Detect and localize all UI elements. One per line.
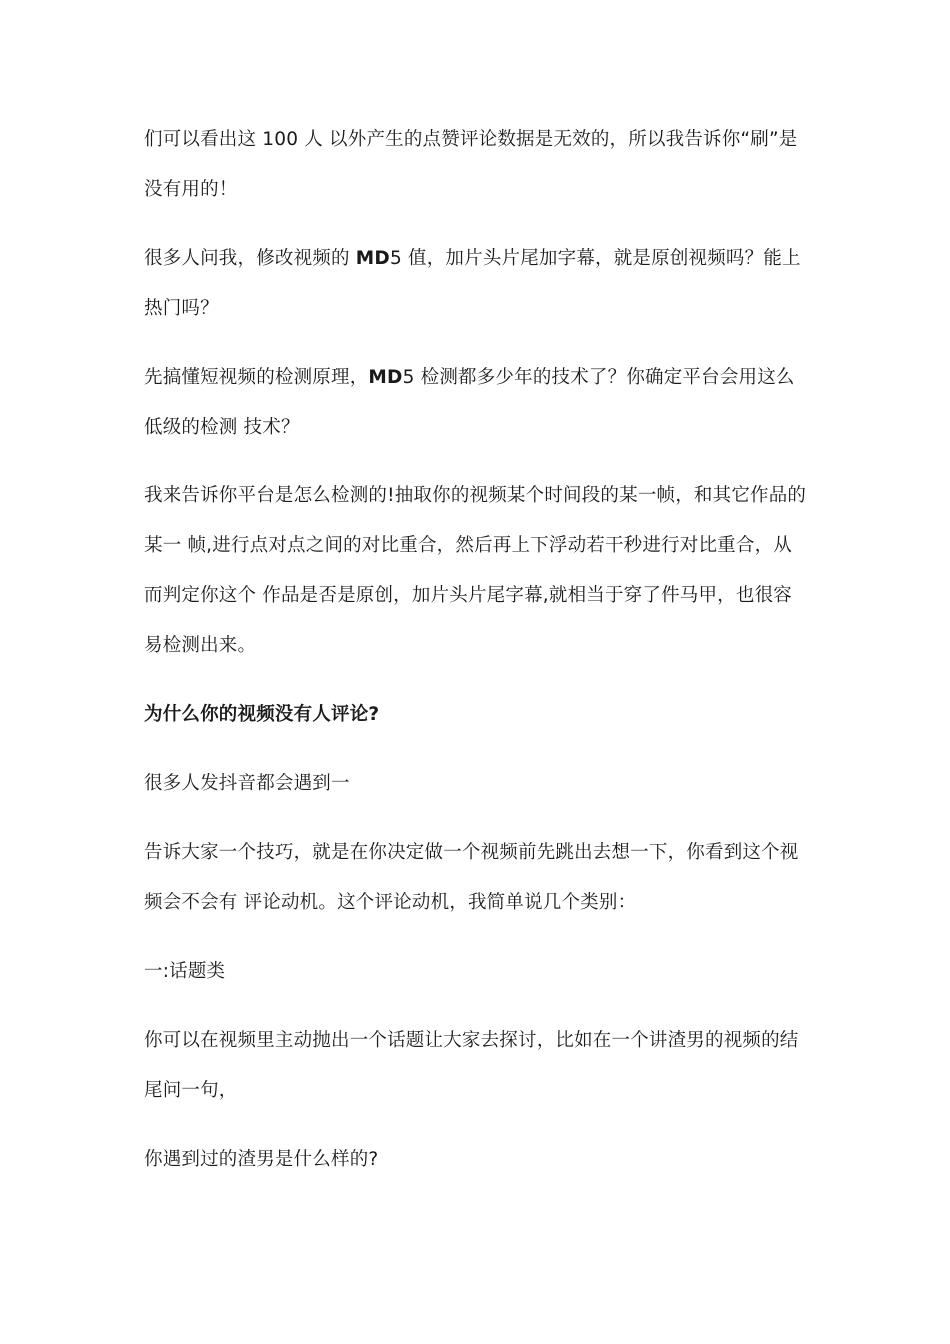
paragraph-text: 很多人问我，修改视频的 [144, 248, 356, 269]
paragraph-md5-question [144, 234, 810, 334]
paragraph-text: 5 检测都多少年的技术了？你确定平台会用这么低级的检测 技术？ [144, 367, 795, 438]
paragraph-invalid-data [144, 115, 810, 215]
md5-bold-text: MD [368, 367, 403, 388]
paragraph-topic-example: 你可以在视频里主动抛出一个话题让大家去探讨，比如在一个讲渣男的视频的结尾问一句， [144, 1030, 799, 1101]
paragraph-text: 我来告诉你平台是怎么检测的!抽取你的视频某个时间段的某一帧，和其它作品的某一 帧,进行点对点之间的对比重合，然后再上下浮动若干秒进行对比重合，从而判定你这个 作品是否是原创，加片头片尾字幕,就相当于穿了件马甲，也很容易检测出来。 [144, 485, 807, 656]
section-heading: 为什么你的视频没有人评论? [144, 704, 380, 725]
paragraph-text: 们可以看出这 100 人 以外产生的点赞评论数据是无效的，所以我告诉你“刷”是没有用的！ [144, 129, 798, 200]
paragraph-text: 先搞懂短视频的检测原理， [144, 367, 369, 388]
paragraph-intro: 很多人发抖音都会遇到一 [144, 773, 350, 794]
paragraph-category-topic: 一:话题类 [144, 961, 226, 982]
paragraph-question: 你遇到过的渣男是什么样的? [144, 1149, 379, 1170]
paragraph-text: 5 值，加片头片尾加字幕，就是原创视频吗？能上热门吗？ [144, 248, 801, 319]
paragraph-tip: 告诉大家一个技巧，就是在你决定做一个视频前先跳出去想一下，你看到这个视频会不会有 评论动机。这个评论动机，我简单说几个类别： [144, 842, 799, 913]
paragraph-detection-principle [144, 353, 810, 453]
paragraph-platform-detection [144, 471, 810, 671]
md5-bold-text: MD [355, 248, 390, 269]
